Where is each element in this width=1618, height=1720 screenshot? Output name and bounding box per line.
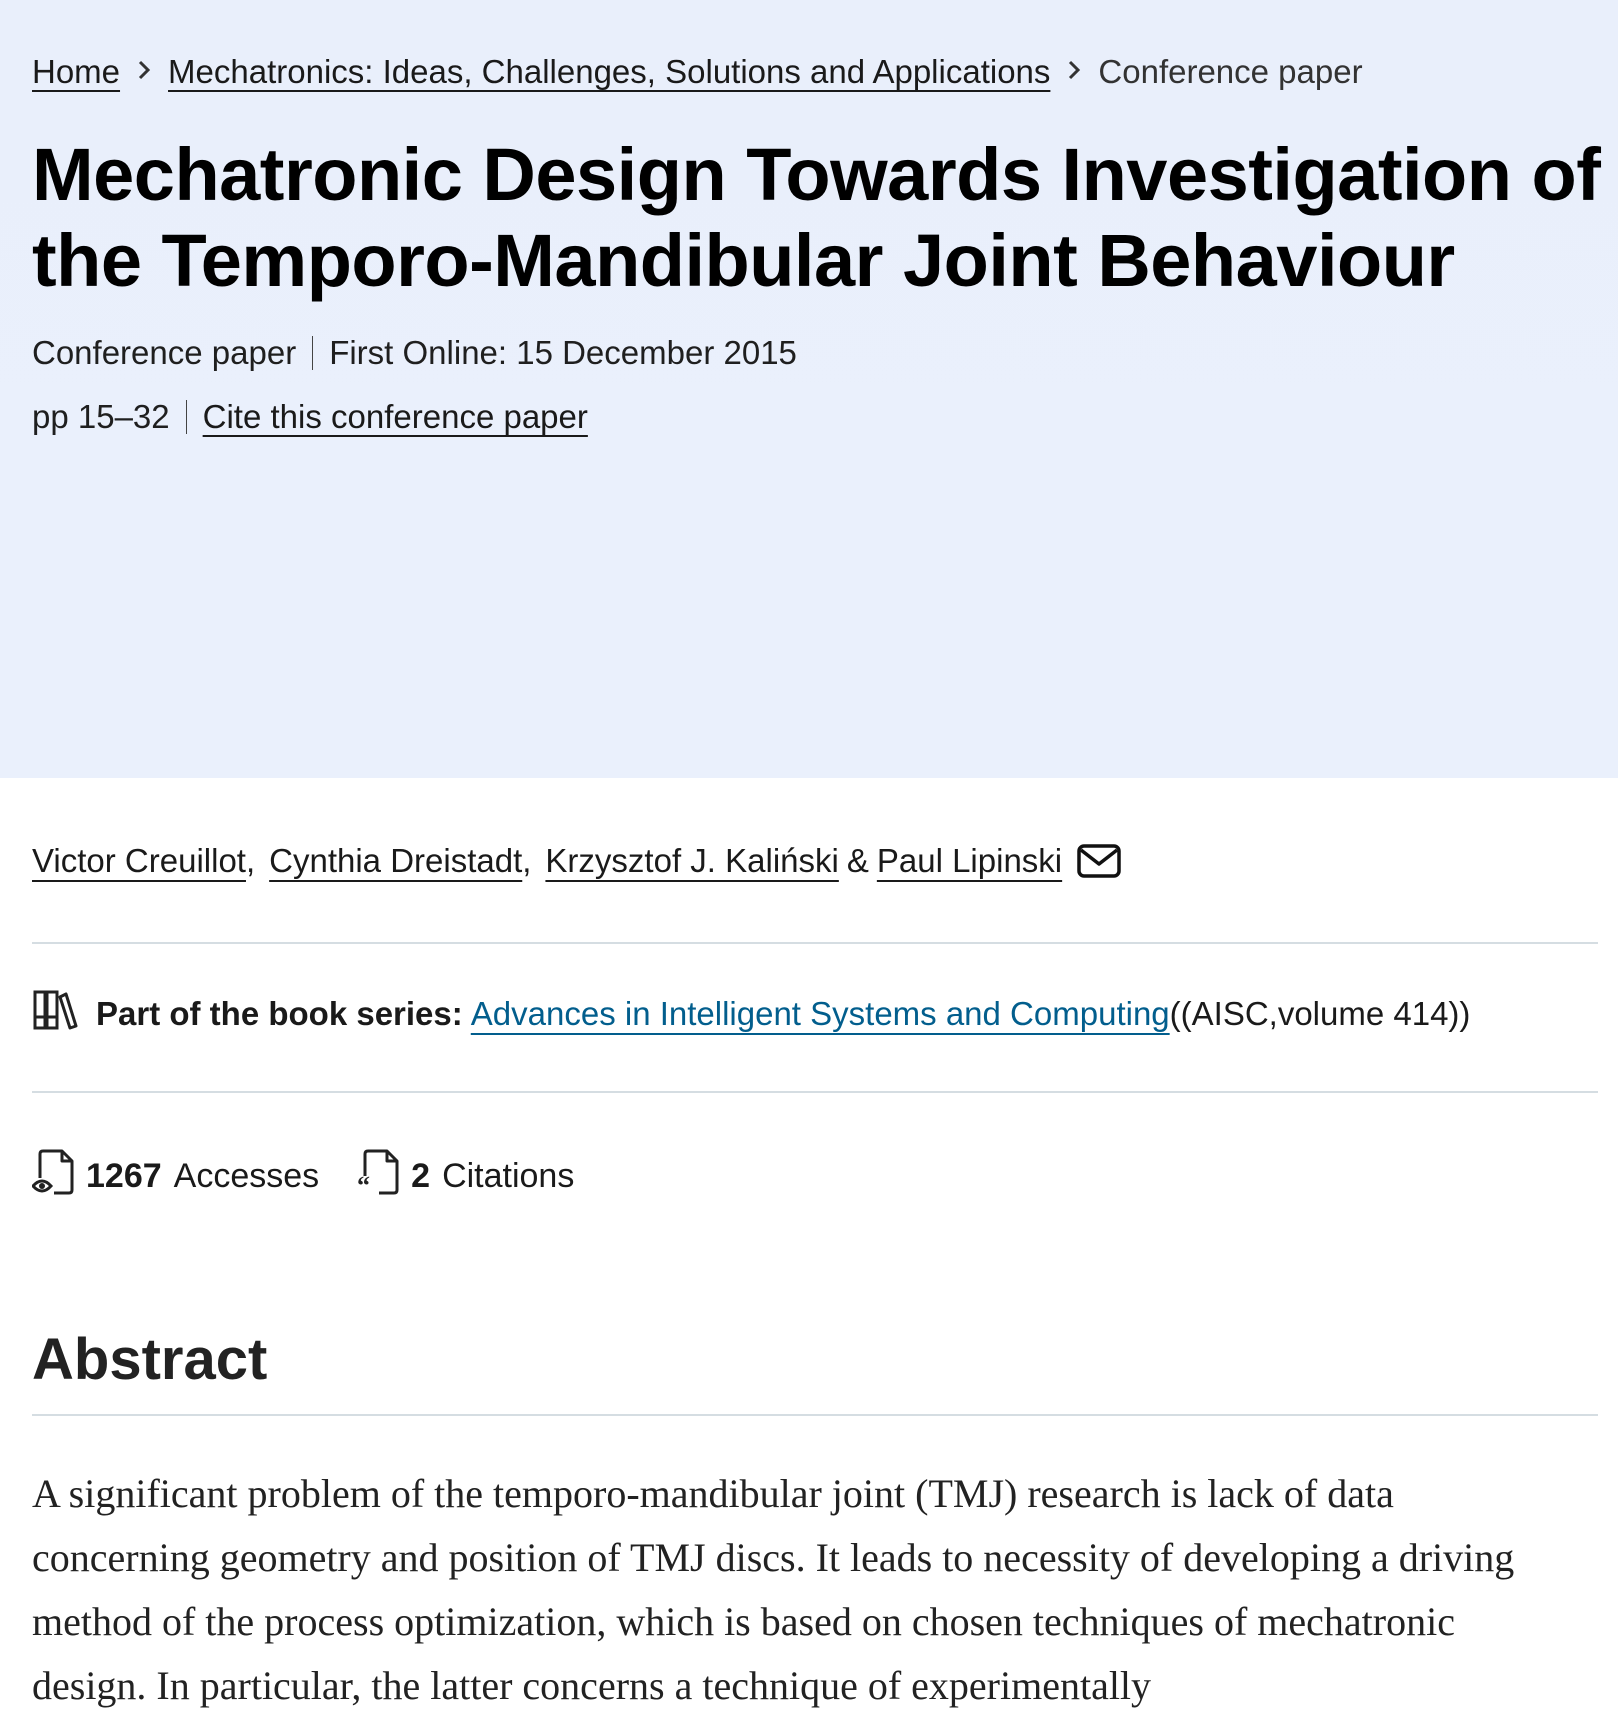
author-link[interactable]: Cynthia Dreistadt [269,842,523,879]
accesses-count: 1267 [86,1156,162,1195]
content-type: Conference paper [32,334,297,371]
citations-metric [357,1148,574,1205]
books-icon [32,989,96,1039]
author-link[interactable]: Krzysztof J. Kaliński [545,842,839,879]
citations-label: Citations [442,1156,575,1195]
breadcrumb-book-link[interactable]: Mechatronics: Ideas, Challenges, Solutions and Applications [168,53,1051,90]
series-label: Part of the book series: [96,995,463,1032]
section-divider [32,1091,1598,1093]
first-online-date: First Online: 15 December 2015 [329,334,797,371]
cite-paper-link[interactable]: Cite this conference paper [202,398,588,435]
svg-text:“: “ [357,1170,371,1196]
author-link[interactable]: Paul Lipinski [876,842,1063,879]
section-divider [32,1414,1598,1416]
author-list [32,836,1122,886]
chevron-right-icon [1050,55,1098,89]
document-eye-icon [32,1148,86,1205]
series-volume: ((AISC,volume 414)) [1169,995,1471,1032]
author-separator: , [245,842,256,879]
author-separator: & [846,842,869,879]
chevron-right-icon [120,55,168,89]
document-quote-icon [357,1148,411,1205]
author-link[interactable]: Victor Creuillot [32,842,246,879]
publication-meta [32,331,797,375]
meta-divider [312,336,313,370]
page-range-meta [32,395,588,439]
series-link[interactable]: Advances in Intelligent Systems and Computing [470,995,1170,1032]
abstract-heading: Abstract [32,1327,268,1392]
meta-divider [186,400,187,434]
page-title: Mechatronic Design Towards Investigation of the Temporo-Mandibular Joint Behaviour [32,133,1601,302]
page-range: pp 15–32 [32,398,170,435]
accesses-label: Accesses [173,1156,320,1195]
section-divider [32,942,1598,944]
mail-icon[interactable] [1076,842,1122,880]
accesses-metric [32,1148,319,1205]
author-separator: , [522,842,532,879]
breadcrumb-home-link[interactable]: Home [32,53,121,90]
header-hero [0,0,1618,778]
citations-count: 2 [411,1156,431,1195]
article-metrics [32,1151,612,1201]
abstract-text: A significant problem of the temporo-mandibular joint (TMJ) research is lack of data concerning geometry and position of TMJ discs. It leads to necessity of developing a driving method of the process optimization, which is based on chosen techniques of mechatronic design. In particular, the latter concerns a technique of experimentally [32,1471,1515,1708]
book-series [32,989,1470,1039]
breadcrumb [32,50,1363,94]
breadcrumb-current: Conference paper [1098,53,1363,90]
